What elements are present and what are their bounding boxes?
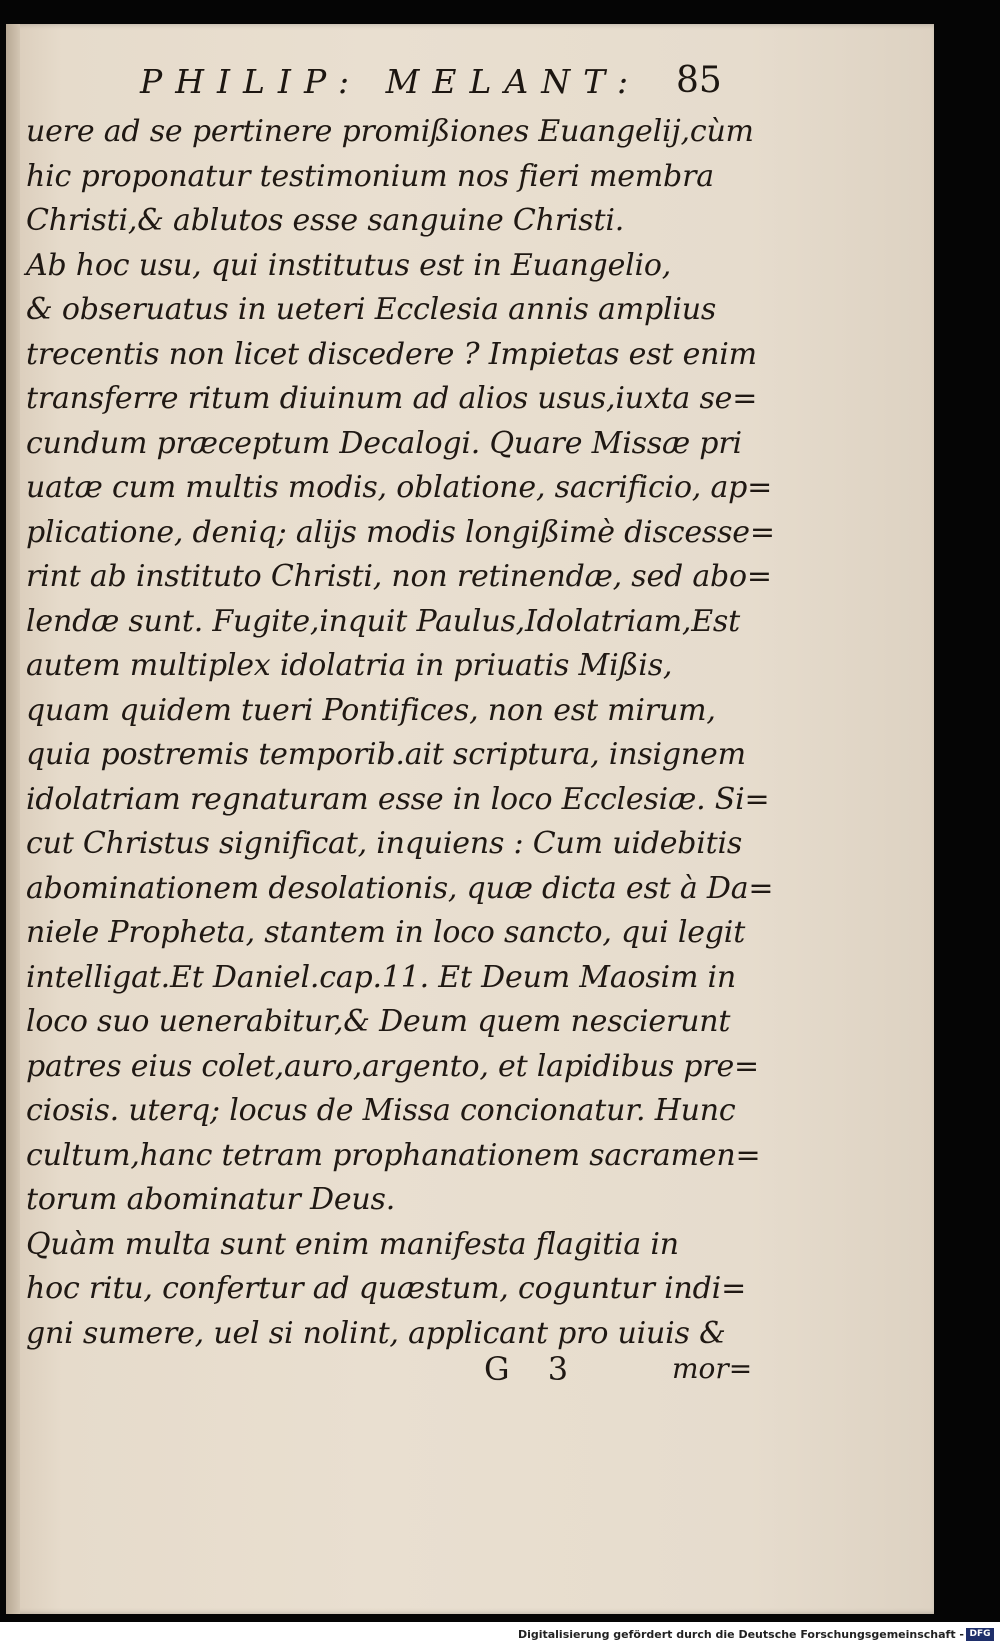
dfg-logo: DFG xyxy=(966,1628,994,1641)
body-text xyxy=(26,110,775,1356)
text-line: & obseruatus in ueteri Ecclesia annis amplius xyxy=(26,292,717,327)
signature-mark: G 3 xyxy=(484,1350,583,1388)
text-line: loco suo uenerabitur,& Deum quem nescierunt xyxy=(26,1004,731,1039)
text-line: rint ab instituto Christi, non retinendæ, sed abo= xyxy=(26,559,772,594)
funding-credit: Digitalisierung gefördert durch die Deutsche Forschungsgemeinschaft - xyxy=(517,1628,964,1641)
text-line: hoc ritu, confertur ad quæstum, coguntur indi= xyxy=(26,1271,746,1306)
text-line: quam quidem tueri Pontifices, non est mirum, xyxy=(26,692,716,728)
text-line: idolatriam regnaturam esse in loco Ecclesiæ. Si= xyxy=(26,781,770,817)
text-line: transferre ritum diuinum ad alios usus,iuxta se= xyxy=(26,381,758,416)
text-line: quia postremis temporib.ait scriptura, insignem xyxy=(26,737,746,772)
text-line: abominationem desolationis, quæ dicta est à Da= xyxy=(26,870,774,906)
text-line: Christi,& ablutos esse sanguine Christi. xyxy=(26,203,625,238)
text-line: plicatione, deniq; alijs modis longißimè discesse= xyxy=(26,514,775,550)
text-line: gni sumere, uel si nolint, applicant pro uiuis & xyxy=(26,1315,726,1351)
text-line: uatæ cum multis modis, oblatione, sacrificio, ap= xyxy=(26,470,773,505)
text-line: ciosis. uterq; locus de Missa concionatur. Hunc xyxy=(26,1093,736,1128)
running-head: PHILIP: MELANT: xyxy=(140,62,642,101)
text-line: intelligat.Et Daniel.cap.11. Et Deum Maosim in xyxy=(26,959,737,995)
text-line: lendæ sunt. Fugite,inquit Paulus,Idolatriam,Est xyxy=(26,603,740,639)
text-line: autem multiplex idolatria in priuatis Mißis, xyxy=(26,648,673,683)
page-gutter xyxy=(6,24,20,1614)
text-line: trecentis non licet discedere ? Impietas est enim xyxy=(26,336,757,372)
page-number: 85 xyxy=(676,60,722,101)
text-line: Quàm multa sunt enim manifesta flagitia in xyxy=(26,1226,679,1262)
text-line: uere ad se pertinere promißiones Euangelij,cùm xyxy=(26,114,754,149)
text-line: niele Propheta, stantem in loco sancto, qui legit xyxy=(26,915,746,950)
text-line: hic proponatur testimonium nos fieri membra xyxy=(26,158,714,194)
catchword: mor= xyxy=(672,1352,753,1385)
text-line: patres eius colet,auro,argento, et lapidibus pre= xyxy=(26,1048,759,1084)
text-line: cultum,hanc tetram prophanationem sacramen= xyxy=(26,1137,761,1173)
text-line: cut Christus significat, inquiens : Cum uidebitis xyxy=(26,826,743,861)
text-line: torum abominatur Deus. xyxy=(26,1182,396,1217)
text-line: cundum præceptum Decalogi. Quare Missæ pri xyxy=(26,425,742,461)
text-line: Ab hoc usu, qui institutus est in Euangelio, xyxy=(26,247,672,283)
